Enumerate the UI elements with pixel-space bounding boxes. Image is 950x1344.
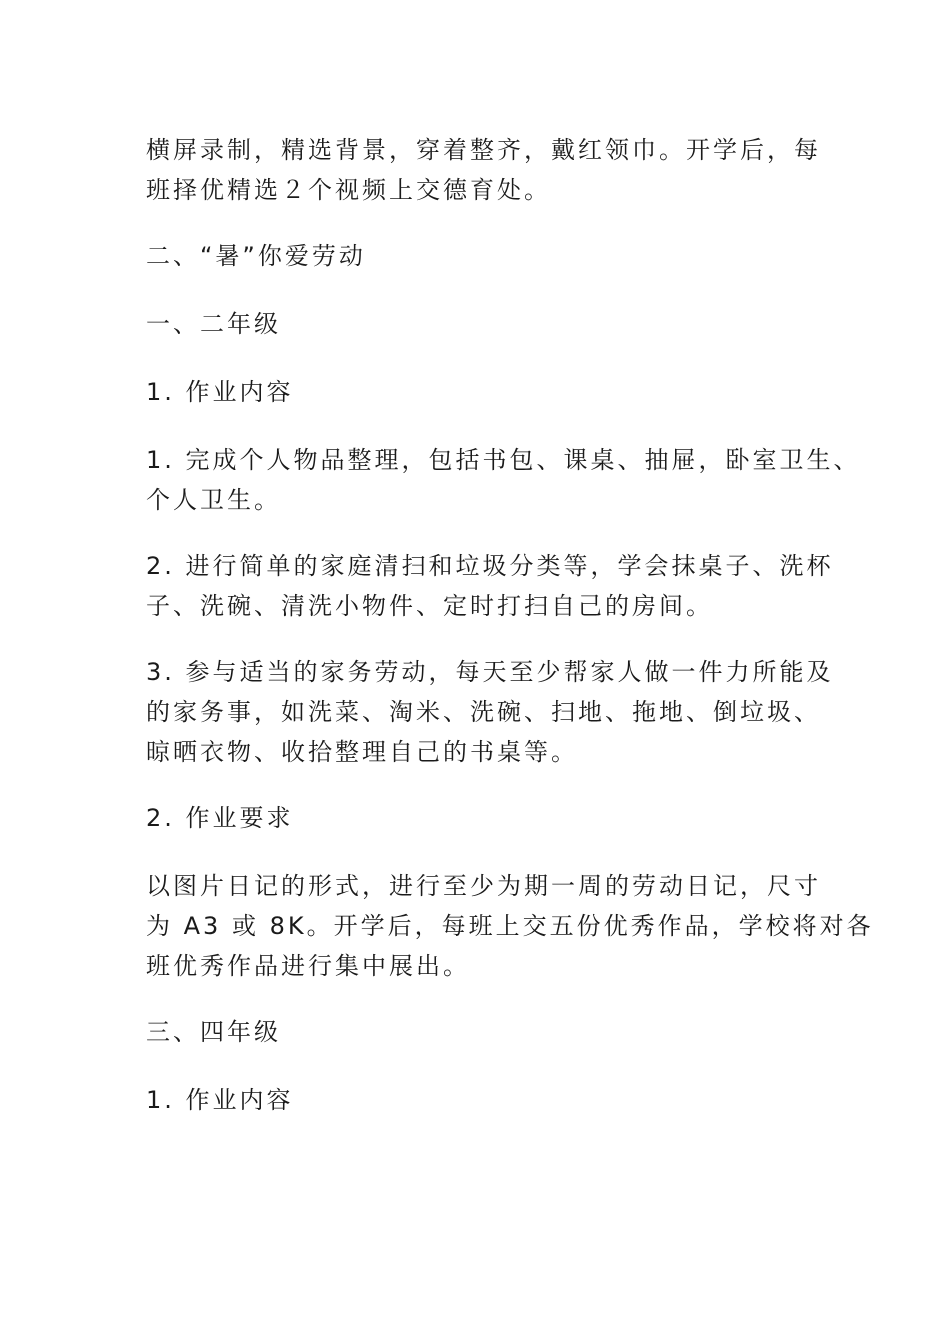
heading-homework-requirement	[146, 798, 826, 838]
heading-homework-content-2	[146, 1080, 826, 1120]
heading-homework-content	[146, 372, 826, 412]
text-line: 2. 进行简单的家庭清扫和垃圾分类等，学会抹桌子、洗杯	[146, 552, 834, 580]
list-item-1	[146, 440, 861, 520]
list-item-2	[146, 546, 834, 626]
text-line: 1. 作业内容	[146, 378, 294, 406]
text-line: 的家务事，如洗菜、淘米、洗碗、扫地、拖地、倒垃圾、	[146, 698, 821, 726]
text-line: 1. 作业内容	[146, 1086, 294, 1114]
text-line: 为 A3 或 8K。开学后，每班上交五份优秀作品，学校将对各	[146, 912, 874, 940]
text-line: 2. 作业要求	[146, 804, 294, 832]
paragraph-diary-requirement	[146, 866, 874, 986]
list-item-3	[146, 652, 834, 772]
text-line: 子、洗碗、清洗小物件、定时打扫自己的房间。	[146, 592, 713, 620]
text-line: 三、四年级	[146, 1018, 281, 1046]
text-line: 3. 参与适当的家务劳动，每天至少帮家人做一件力所能及	[146, 658, 834, 686]
text-line: 班优秀作品进行集中展出。	[146, 952, 470, 980]
text-line: 晾晒衣物、收拾整理自己的书桌等。	[146, 738, 578, 766]
section-heading-labor	[146, 236, 826, 276]
text-line: 二、“暑”你爱劳动	[146, 242, 366, 270]
document-page	[146, 130, 874, 1148]
text-line: 一、二年级	[146, 310, 281, 338]
text-line: 个人卫生。	[146, 486, 281, 514]
subsection-heading-grade-3-4	[146, 1012, 826, 1052]
text-line: 1. 完成个人物品整理，包括书包、课桌、抽屉，卧室卫生、	[146, 446, 861, 474]
text-line: 横屏录制，精选背景，穿着整齐，戴红领巾。开学后，每	[146, 136, 821, 164]
subsection-heading-grade-1-2	[146, 304, 826, 344]
text-line: 以图片日记的形式，进行至少为期一周的劳动日记，尺寸	[146, 872, 821, 900]
paragraph-video-requirement	[146, 130, 826, 210]
text-line: 班择优精选２个视频上交德育处。	[146, 176, 551, 204]
